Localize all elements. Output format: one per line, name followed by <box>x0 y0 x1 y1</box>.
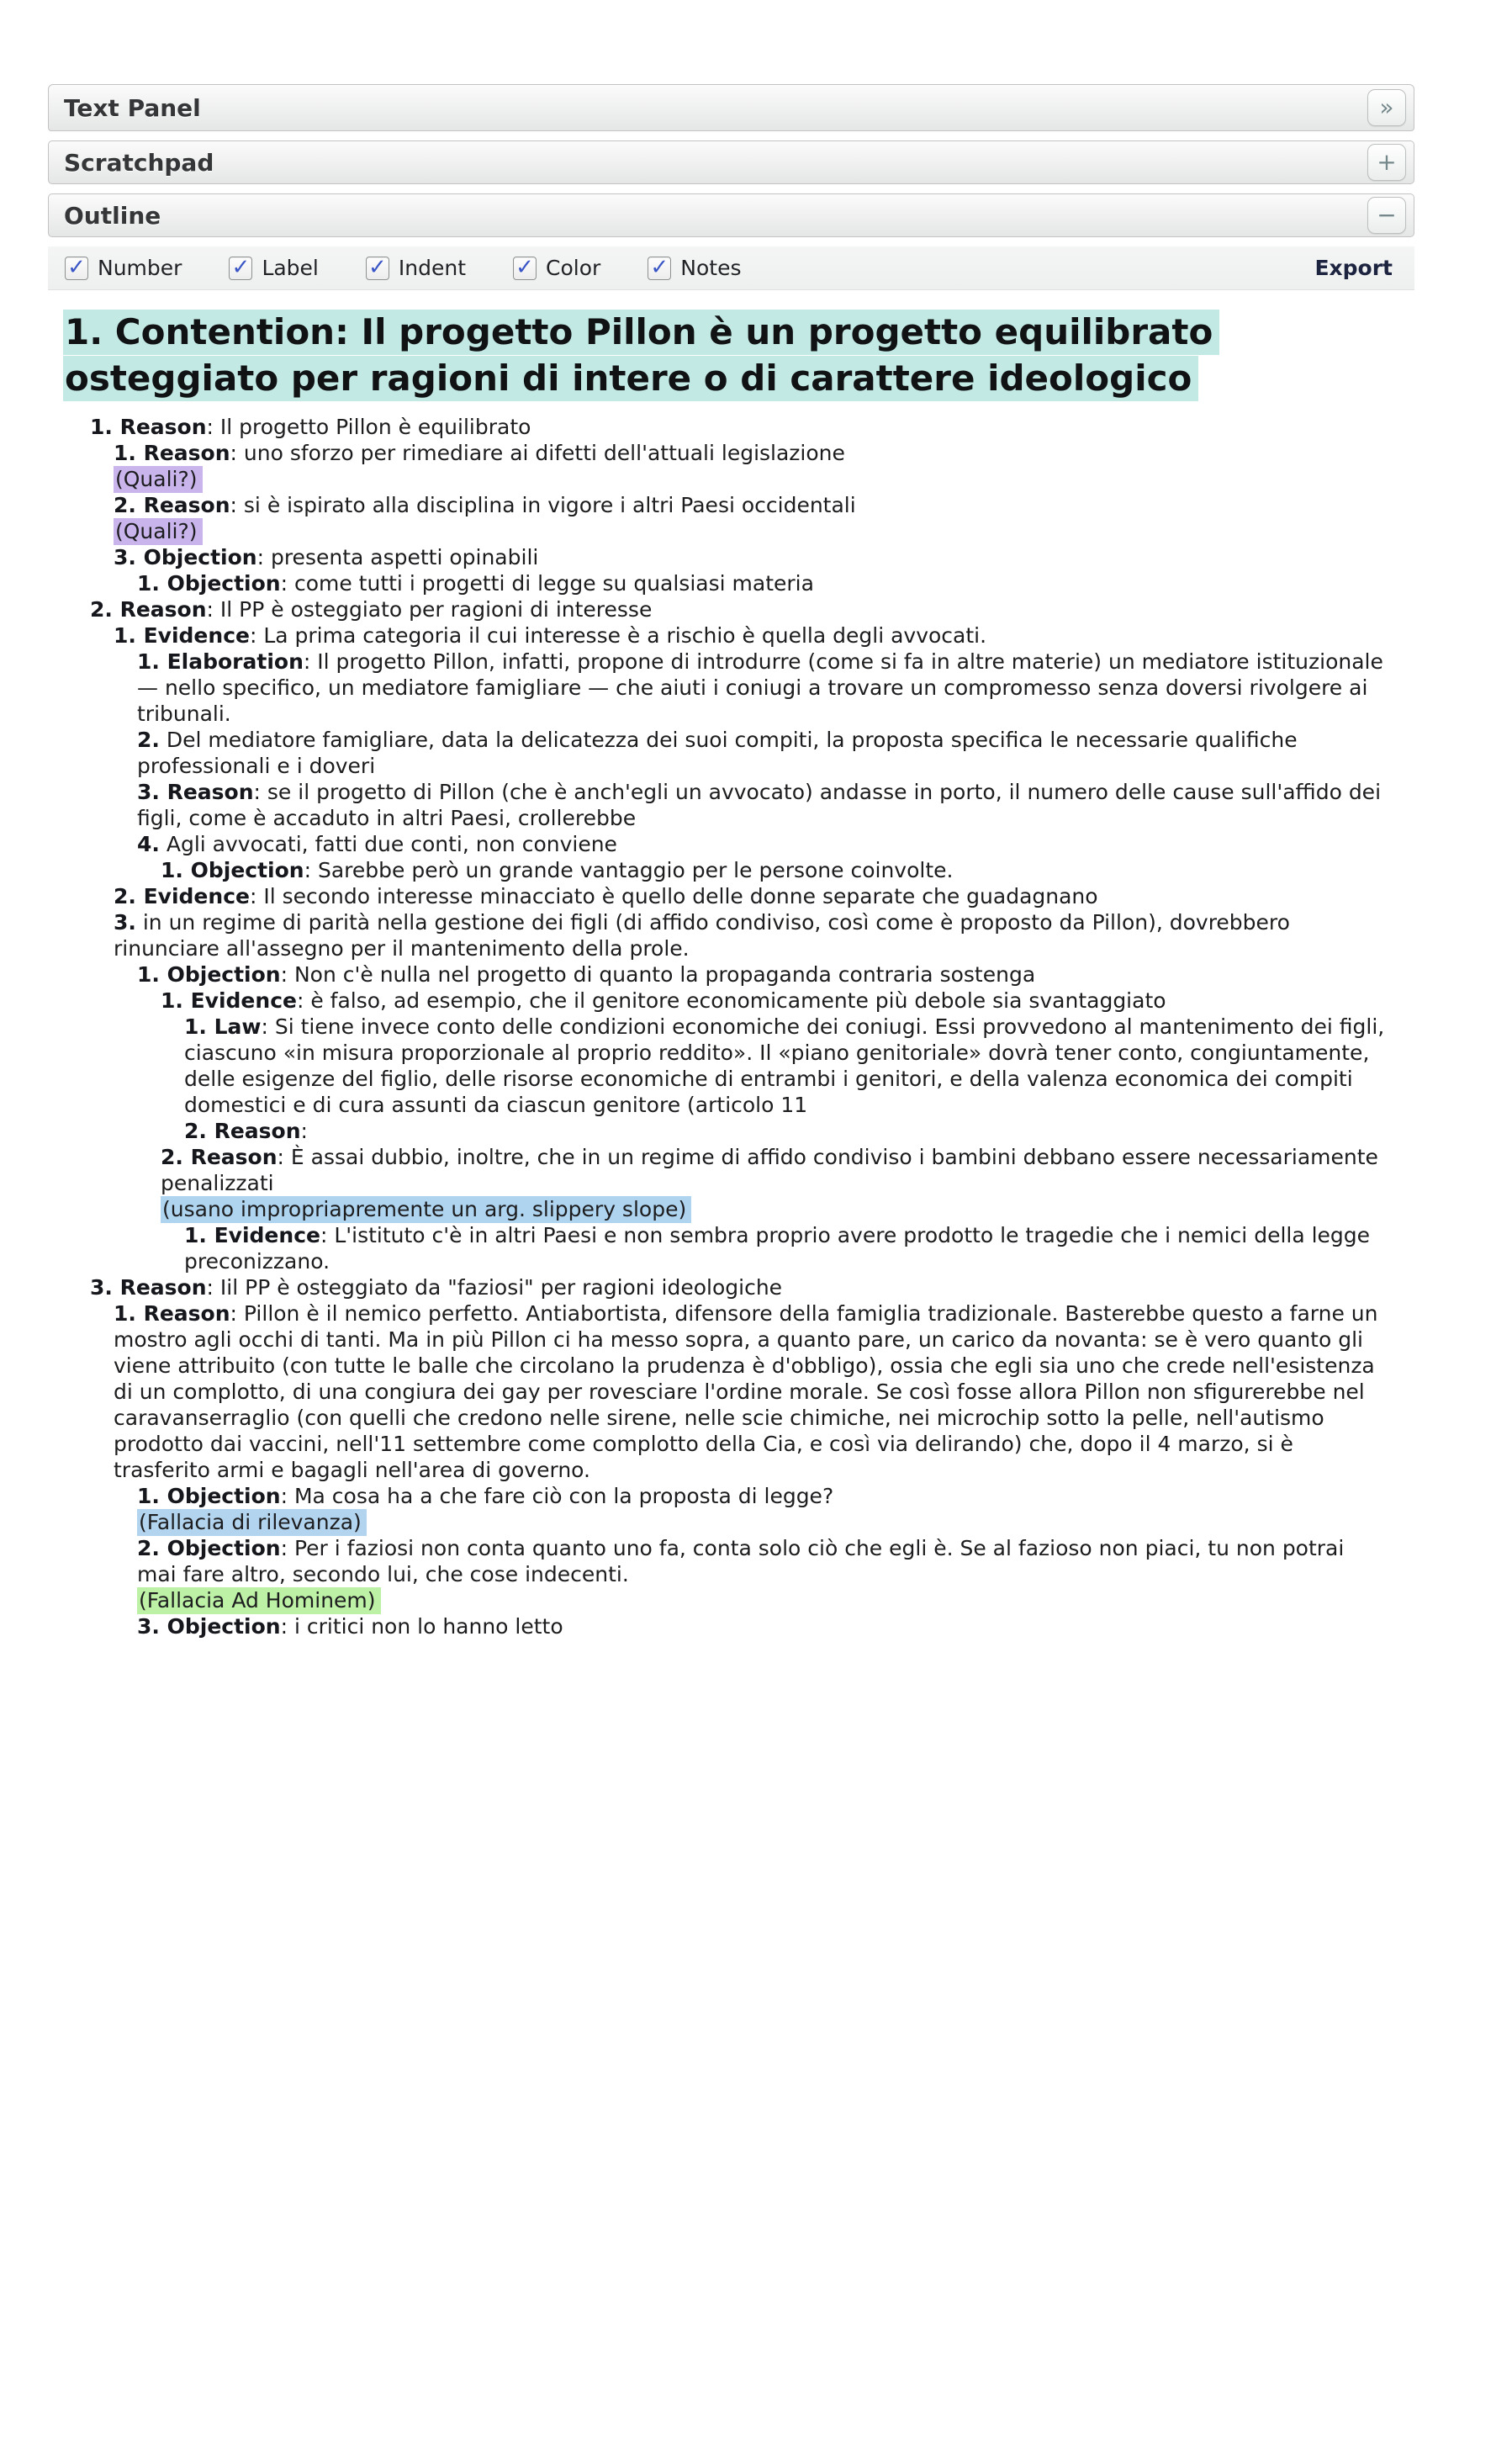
plus-icon: + <box>1377 148 1397 176</box>
outline-note: (usano impropriapremente un arg. slippery slope) <box>161 1196 1389 1222</box>
item-label: 1. Objection <box>137 1483 281 1508</box>
item-text: : si è ispirato alla disciplina in vigore i altri Paesi occidentali <box>230 492 856 517</box>
item-label: 2. Reason <box>90 596 207 622</box>
item-text: : Il progetto Pillon, infatti, propone di introdurre (come si fa in altre materie) un mediatore istituzionale — nello specifico, un mediatore famigliare — che aiuti i coniugi a trovare un compromesso senza doversi rivolgere ai tribunali. <box>137 649 1383 726</box>
item-label: 2. Objection <box>137 1535 281 1560</box>
outline-item <box>114 544 1389 570</box>
outline-content <box>48 294 1414 1639</box>
text-panel-title: Text Panel <box>64 93 201 122</box>
outline-contention-title <box>63 309 1389 402</box>
check-icon: ✓ <box>67 254 86 280</box>
checkbox-label: Number <box>98 256 182 280</box>
check-icon: ✓ <box>650 254 669 280</box>
item-text: Del mediatore famigliare, data la delicatezza dei suoi compiti, la proposta specifica le necessarie qualifiche professionali e i doveri <box>137 727 1298 778</box>
item-label: 3. Objection <box>137 1613 281 1639</box>
scratchpad-header[interactable] <box>48 140 1414 184</box>
item-text: Agli avvocati, fatti due conti, non conviene <box>159 831 617 856</box>
outline-item <box>114 1300 1389 1483</box>
item-label: 1. Reason <box>114 1300 230 1326</box>
checkbox-label[interactable] <box>229 256 318 280</box>
item-text: : È assai dubbio, inoltre, che in un regime di affido condiviso i bambini debbano essere necessariamente penalizzati <box>161 1144 1378 1195</box>
outline-item <box>114 909 1389 961</box>
checkbox-box[interactable] <box>65 254 88 280</box>
check-icon: ✓ <box>367 254 387 280</box>
item-label: 1. Objection <box>137 961 281 987</box>
item-label: 2. Reason <box>161 1144 278 1169</box>
outline-item <box>90 1274 1389 1300</box>
expand-scratchpad-button[interactable] <box>1367 144 1406 181</box>
checkbox-color[interactable] <box>513 256 600 280</box>
outline-options-toolbar <box>48 246 1414 290</box>
item-text: : Sarebbe però un grande vantaggio per le persone coinvolte. <box>304 857 954 882</box>
outline-header[interactable] <box>48 193 1414 237</box>
outline-title-label: Outline <box>64 201 161 230</box>
item-text: : presenta aspetti opinabili <box>256 544 539 569</box>
item-text: : Ma cosa ha a che fare ciò con la proposta di legge? <box>280 1483 834 1508</box>
export-button[interactable]: Export <box>1314 256 1393 280</box>
minus-icon: − <box>1377 201 1397 229</box>
item-text: : uno sforzo per rimediare ai difetti dell'attuali legislazione <box>230 440 845 465</box>
outline-note: (Quali?) <box>114 518 1389 544</box>
checkbox-number[interactable] <box>65 256 182 280</box>
item-label: 3. Reason <box>137 779 254 804</box>
item-label: 1. Objection <box>137 570 281 596</box>
item-label: 1. Evidence <box>184 1222 320 1247</box>
item-label: 3. Objection <box>114 544 257 569</box>
item-text: : Non c'è nulla nel progetto di quanto la propaganda contraria sostenga <box>280 961 1036 987</box>
outline-item <box>184 1222 1389 1274</box>
item-label: 2. Reason <box>114 492 230 517</box>
outline-note: (Fallacia di rilevanza) <box>137 1509 1389 1535</box>
outline-item <box>184 1118 1389 1144</box>
checkbox-indent[interactable] <box>366 256 466 280</box>
outline-item <box>161 1144 1389 1222</box>
item-label: 1. Reason <box>90 414 207 439</box>
item-text: : come tutti i progetti di legge su qualsiasi materia <box>280 570 814 596</box>
item-label: 2. <box>137 727 160 752</box>
checkbox-notes[interactable] <box>648 256 741 280</box>
outline-item <box>161 988 1389 1014</box>
item-text: : <box>300 1118 308 1143</box>
expand-text-panel-button[interactable] <box>1367 89 1406 126</box>
item-text: : se il progetto di Pillon (che è anch'egli un avvocato) andasse in porto, il numero delle cause sull'affido dei figli, come è accaduto in altri Paesi, crollerebbe <box>137 779 1382 830</box>
text-panel-header[interactable] <box>48 84 1414 131</box>
outline-items <box>63 414 1389 1639</box>
item-text: : L'istituto c'è in altri Paesi e non sembra proprio avere prodotto le tragedie che i nemici della legge preconizzano. <box>184 1222 1371 1274</box>
outline-item <box>161 857 1389 883</box>
checkbox-label: Notes <box>680 256 742 280</box>
outline-title-line: osteggiato per ragioni di intere o di carattere ideologico <box>63 355 1389 401</box>
outline-note: (Quali?) <box>114 466 1389 492</box>
outline-note: (Fallacia Ad Hominem) <box>137 1587 1389 1613</box>
item-label: 1. Law <box>184 1014 262 1039</box>
item-text: : Per i faziosi non conta quanto uno fa, conta solo ciò che egli è. Se al fazioso non piaci, tu non potrai mai fare altro, secondo lui, che cose indecenti. <box>137 1535 1345 1586</box>
outline-item <box>137 1613 1389 1639</box>
side-panel <box>48 84 1414 1639</box>
item-label: 1. Reason <box>114 440 230 465</box>
item-text: : Il PP è osteggiato per ragioni di interesse <box>206 596 653 622</box>
checkbox-box[interactable] <box>366 254 389 280</box>
item-label: 2. Reason <box>184 1118 301 1143</box>
item-text: in un regime di parità nella gestione dei figli (di affido condiviso, così come è proposto da Pillon), dovrebbero rinunciare all'assegno per il mantenimento della prole. <box>114 909 1290 961</box>
checkbox-label: Color <box>546 256 601 280</box>
check-icon: ✓ <box>515 254 534 280</box>
outline-item <box>90 414 1389 440</box>
item-text: : La prima categoria il cui interesse è a rischio è quella degli avvocati. <box>249 622 987 648</box>
item-label: 1. Evidence <box>161 988 297 1013</box>
outline-item <box>114 622 1389 649</box>
item-label: 3. <box>114 909 136 935</box>
outline-item <box>137 1535 1389 1613</box>
item-text: : è falso, ad esempio, che il genitore economicamente più debole sia svantaggiato <box>296 988 1166 1013</box>
outline-item <box>137 831 1389 857</box>
collapse-outline-button[interactable] <box>1367 197 1406 234</box>
outline-item <box>114 440 1389 492</box>
item-text: : Iil PP è osteggiato da "faziosi" per ragioni ideologiche <box>206 1274 783 1300</box>
outline-item <box>137 961 1389 988</box>
outline-item <box>137 779 1389 831</box>
outline-item <box>90 596 1389 622</box>
checkbox-box[interactable] <box>648 254 671 280</box>
checkbox-label: Label <box>262 256 319 280</box>
check-icon: ✓ <box>231 254 251 280</box>
item-label: 3. Reason <box>90 1274 207 1300</box>
item-text: : Si tiene invece conto delle condizioni economiche dei coniugi. Essi provvedono al mantenimento dei figli, ciascuno «in misura proporzionale al proprio reddito». Il «piano genitoriale» dovrà tener conto, congiuntamente, delle esigenze del figlio, delle risorse economiche di entrambi i genitori, e della valenza economica dei compiti domestici e di cura assunti da ciascun genitore (articolo 11 <box>184 1014 1385 1117</box>
item-text: : Il progetto Pillon è equilibrato <box>206 414 531 439</box>
outline-item <box>137 570 1389 596</box>
outline-title-line: 1. Contention: Il progetto Pillon è un progetto equilibrato <box>63 309 1389 355</box>
item-text: : i critici non lo hanno letto <box>280 1613 563 1639</box>
outline-item <box>137 649 1389 727</box>
outline-item <box>184 1014 1389 1118</box>
item-text: : Il secondo interesse minacciato è quello delle donne separate che guadagnano <box>249 883 1098 908</box>
scratchpad-title: Scratchpad <box>64 148 214 177</box>
outline-item <box>114 883 1389 909</box>
checkbox-group <box>65 256 789 280</box>
outline-item <box>137 727 1389 779</box>
checkbox-box[interactable] <box>229 254 252 280</box>
item-label: 4. <box>137 831 160 856</box>
outline-item <box>114 492 1389 544</box>
outline-item <box>137 1483 1389 1535</box>
item-label: 2. Evidence <box>114 883 250 908</box>
item-label: 1. Elaboration <box>137 649 304 674</box>
item-text: : Pillon è il nemico perfetto. Antiabortista, difensore della famiglia tradizionale. Basterebbe questo a farne un mostro agli occhi di tanti. Ma in più Pillon ci ha messo sopra, a quanto pare, un carico da novanta: se è vero quanto gli viene attribuito (con tutte le balle che circolano la prudenza è d'obbligo), ossia che egli sia uno che crede nell'esistenza di un complotto, di una congiura dei gay per rovesciare l'ordine morale. Se così fosse allora Pillon non sfigurerebbe nel caravanserraglio (con quelli che credono nelle sirene, nelle scie chimiche, nei microchip sotto la pelle, nell'autismo prodotto dai vaccini, nell'11 settembre come complotto della Cia, e così via delirando) che, dopo il 4 marzo, si è trasferito armi e bagagli nell'area di governo. <box>114 1300 1378 1482</box>
item-label: 1. Objection <box>161 857 304 882</box>
item-label: 1. Evidence <box>114 622 250 648</box>
checkbox-box[interactable] <box>513 254 537 280</box>
double-chevron-right-icon: » <box>1379 93 1394 121</box>
checkbox-label: Indent <box>398 256 467 280</box>
